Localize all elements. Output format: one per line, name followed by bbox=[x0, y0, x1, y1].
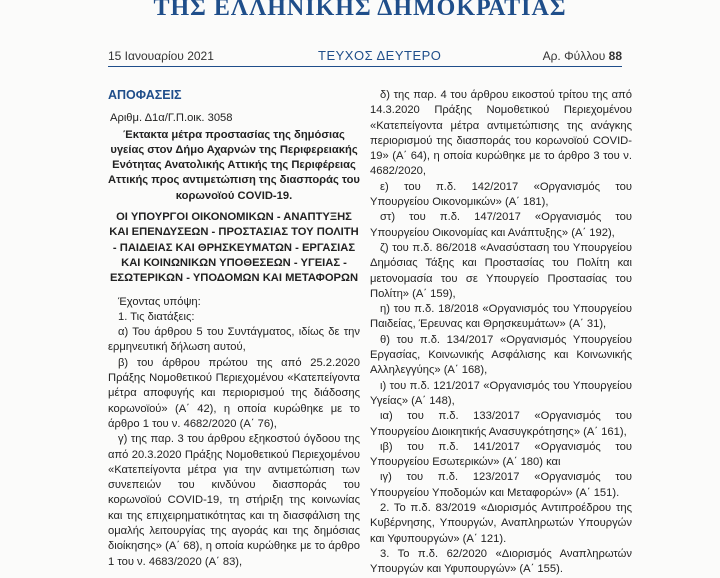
paragraph: β) του άρθρου πρώτου της από 25.2.2020 Πράξης Νομοθετικού Περιεχομένου «Κατεπείγοντα μέτρα αποφυγής και περιορισμού της διάδοσης κορωνοϊού» (Α΄ 42), η οποία κυρώθηκε με το άρθρο 1 του ν. 4682/2020 (Α΄ 76), bbox=[108, 356, 360, 430]
paragraph: στ) του π.δ. 147/2017 «Οργανισμός του Υπουργείου Οικονομίας και Ανάπτυξης» (Α΄ 192), bbox=[370, 211, 632, 239]
issue-date: 15 Ιανουαρίου 2021 bbox=[108, 49, 214, 63]
issue-header bbox=[108, 46, 622, 66]
sheet-number bbox=[543, 49, 622, 63]
paragraph: η) του π.δ. 18/2018 «Οργανισμός του Υπουργείου Παιδείας, Έρευνας και Θρησκευμάτων» (Α΄ 31), bbox=[370, 303, 632, 331]
paragraph: θ) του π.δ. 134/2017 «Οργανισμός Υπουργείου Εργασίας, Κοινωνικής Ασφάλισης και Κοινωνικής Αλληλεγγύης» (Α΄ 168), bbox=[370, 333, 632, 377]
paragraph: ια) του π.δ. 133/2017 «Οργανισμός του Υπουργείου Διοικητικής Ανασυγκρότησης» (Α΄ 161), bbox=[370, 410, 632, 438]
decision-reference: Αριθμ. Δ1α/Γ.Π.οικ. 3058 bbox=[110, 112, 233, 125]
paragraph: δ) της παρ. 4 του άρθρου εικοστού τρίτου της από 14.3.2020 Πράξης Νομοθετικού Περιεχομένου «Κατεπείγοντα μέτρα αντιμετώπισης της ανάγκης περιορισμού της διασποράς του κορωνοϊού COVID-19» (Α΄ 64), η οποία κυρώθηκε με το άρθρο 3 του ν. 4682/2020, bbox=[370, 89, 632, 178]
masthead-title: ΤΗΣ ΕΛΛΗΝΙΚΗΣ ΔΗΜΟΚΡΑΤΙΑΣ bbox=[153, 0, 567, 21]
issue-volume: ΤΕΥΧΟΣ ΔΕΥΤΕΡΟ bbox=[318, 48, 442, 63]
sheet-label: Αρ. Φύλλου bbox=[542, 49, 606, 63]
paragraph: γ) της παρ. 3 του άρθρου εξηκοστού όγδοου της από 20.3.2020 Πράξης Νομοθετικού Περιεχομένου «Κατεπείγοντα μέτρα για την αντιμετώπιση των συνεπειών του κινδύνου διασποράς του κορωνοϊού COVID-19, τη στήριξη της κοινωνίας και της επιχειρηματικότητας και τη διασφάλιση της ομαλής λειτουργίας της αγοράς και της δημόσιας διοίκησης» (Α΄ 68), η οποία κυρώθηκε με το άρθρο 1 του ν. 4683/2020 (Α΄ 83), bbox=[108, 433, 360, 568]
paragraph: ιβ) του π.δ. 141/2017 «Οργανισμός του Υπουργείου Εσωτερικών» (Α΄ 180) και bbox=[370, 440, 632, 469]
ministers-heading: ΟΙ ΥΠΟΥΡΓΟΙ ΟΙΚΟΝΟΜΙΚΩΝ - ΑΝΑΠΤΥΞΗΣ ΚΑΙ ΕΠΕΝΔΥΣΕΩΝ - ΠΡΟΣΤΑΣΙΑΣ ΤΟΥ ΠΟΛΙΤΗ - ΠΑΙΔΕΙΑΣ ΚΑΙ ΘΡΗΣΚΕΥΜΑΤΩΝ - ΕΡΓΑΣΙΑΣ ΚΑΙ ΚΟΙΝΩΝΙΚΩΝ ΥΠΟΘΕΣΕΩΝ - ΥΓΕΙΑΣ - ΕΣΩΤΕΡΙΚΩΝ - ΥΠΟΔΟΜΩΝ ΚΑΙ ΜΕΤΑΦΟΡΩΝ bbox=[109, 211, 359, 285]
paragraph: ιγ) του π.δ. 123/2017 «Οργανισμός του Υπουργείου Υποδομών και Μεταφορών» (Α΄ 151). bbox=[370, 471, 632, 499]
paragraph: α) Του άρθρου 5 του Συντάγματος, ιδίως δε την ερμηνευτική δήλωση αυτού, bbox=[108, 326, 360, 354]
paragraph: 3. Το π.δ. 62/2020 «Διορισμός Αναπληρωτών Υπουργών και Υφυπουργών» (Α΄ 155). bbox=[370, 547, 632, 576]
paragraph: ε) του π.δ. 142/2017 «Οργανισμός του Υπουργείου Οικονομικών» (Α΄ 181), bbox=[370, 180, 632, 209]
paragraph: 1. Τις διατάξεις: bbox=[118, 310, 195, 323]
sheet-value: 88 bbox=[608, 49, 622, 63]
paragraph: Έχοντας υπόψη: bbox=[118, 295, 201, 308]
paragraph: 2. Το π.δ. 83/2019 «Διορισμός Αντιπροέδρου της Κυβέρνησης, Υπουργών, Αναπληρωτών Υπουργών και Υφυπουργών» (Α΄ 121). bbox=[370, 502, 632, 545]
paragraph: ι) του π.δ. 121/2017 «Οργανισμός του Υπουργείου Υγείας» (Α΄ 148), bbox=[370, 379, 632, 407]
paragraph: ζ) του π.δ. 86/2018 «Ανασύσταση του Υπουργείου Δημόσιας Τάξης και Προστασίας του Πολίτη και μετονομασία του σε Υπουργείο Προστασίας του Πολίτη» (Α΄ 159), bbox=[370, 241, 632, 300]
section-heading: ΑΠΟΦΑΣΕΙΣ bbox=[108, 88, 182, 102]
decision-title: Έκτακτα μέτρα προστασίας της δημόσιας υγείας στον Δήμο Αχαρνών της Περιφερειακής Ενότητας Ανατολικής Αττικής της Περιφέρειας Αττικής προς αντιμετώπιση της διασποράς του κορωνοϊού COVID-19. bbox=[108, 128, 360, 202]
left-column bbox=[108, 88, 360, 570]
header-rule bbox=[108, 66, 622, 67]
right-column bbox=[370, 88, 632, 578]
